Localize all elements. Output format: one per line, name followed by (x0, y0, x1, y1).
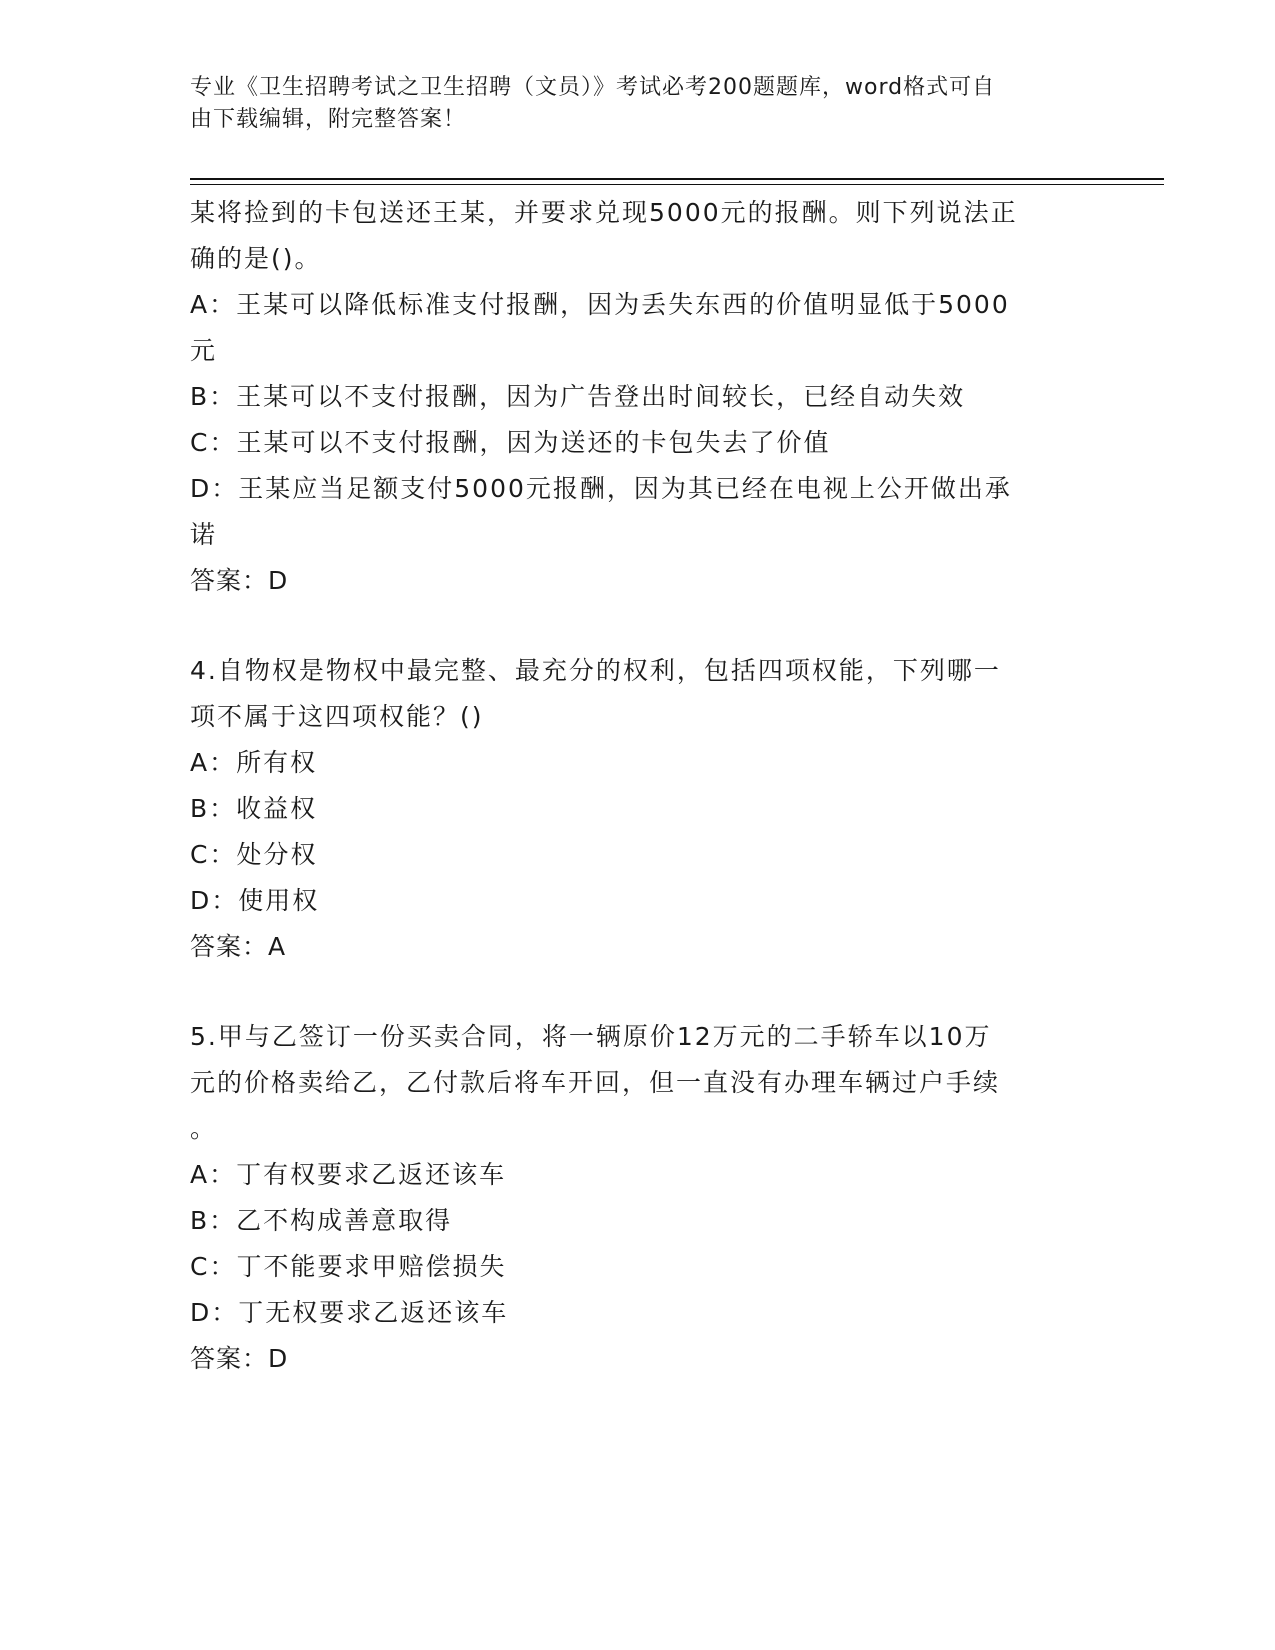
document-header (190, 72, 1070, 136)
option-d: D：王某应当足额支付5000元报酬，因为其已经在电视上公开做出承 (190, 474, 1012, 503)
header-rule-thick (190, 178, 1164, 180)
answer-label: 答案：A (190, 932, 287, 961)
question-3 (190, 190, 1070, 604)
question-stem-line: 。 (190, 1114, 218, 1143)
header-line-1: 专业《卫生招聘考试之卫生招聘（文员）》考试必考200题题库，word格式可自 (190, 75, 996, 100)
option-d-continued: 诺 (190, 520, 218, 549)
question-stem-line: 确的是()。 (190, 244, 322, 273)
answer-label: 答案：D (190, 1344, 289, 1373)
question-stem-line: 项不属于这四项权能？() (190, 702, 484, 731)
question-spacer (190, 970, 1070, 1014)
option-a: A：丁有权要求乙返还该车 (190, 1160, 507, 1189)
option-a: A：所有权 (190, 748, 318, 777)
header-line-2: 由下载编辑，附完整答案！ (190, 107, 467, 132)
question-content (190, 190, 1070, 1382)
header-rule-thin (190, 184, 1164, 185)
option-c: C：王某可以不支付报酬，因为送还的卡包失去了价值 (190, 428, 831, 457)
option-a: A：王某可以降低标准支付报酬，因为丢失东西的价值明显低于5000 (190, 290, 1010, 319)
question-5 (190, 1014, 1070, 1382)
option-d: D：丁无权要求乙返还该车 (190, 1298, 509, 1327)
option-a-continued: 元 (190, 336, 218, 365)
question-4 (190, 648, 1070, 970)
option-c: C：丁不能要求甲赔偿损失 (190, 1252, 507, 1281)
question-stem-line: 元的价格卖给乙，乙付款后将车开回，但一直没有办理车辆过户手续 (190, 1068, 1001, 1097)
answer-label: 答案：D (190, 566, 289, 595)
question-spacer (190, 604, 1070, 648)
option-b: B：王某可以不支付报酬，因为广告登出时间较长，已经自动失效 (190, 382, 966, 411)
option-d: D：使用权 (190, 886, 320, 915)
option-c: C：处分权 (190, 840, 318, 869)
option-b: B：收益权 (190, 794, 318, 823)
question-stem-line: 5.甲与乙签订一份买卖合同，将一辆原价12万元的二手轿车以10万 (190, 1022, 992, 1051)
question-stem-line: 4.自物权是物权中最完整、最充分的权利，包括四项权能，下列哪一 (190, 656, 1001, 685)
question-stem-line: 某将捡到的卡包送还王某，并要求兑现5000元的报酬。则下列说法正 (190, 198, 1018, 227)
option-b: B：乙不构成善意取得 (190, 1206, 453, 1235)
